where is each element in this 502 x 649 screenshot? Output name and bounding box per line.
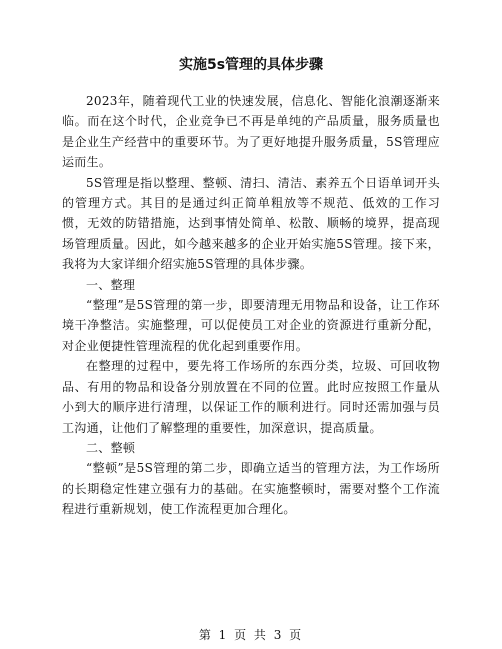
document-title: 实施5s管理的具体步骤 (178, 57, 324, 73)
paragraph-sort-2: 在整理的过程中，要先将工作场所的东西分类，垃圾、可回收物品、有用的物品和设备分别放置在不同的位置。此时应按照工作量从小到大的顺序进行清理，以保证工作的顺利进行。同时还需加强与员工沟通，让他们了解整理的重要性，加深意识，提高质量。 (62, 359, 440, 435)
section-heading-1: 一、整理 (86, 277, 136, 292)
paragraph-set-in-order: “整顿”是5S管理的第二步，即确立适当的管理方法，为工作场所的长期稳定性建立强有力的基础。在实施整顿时，需要对整个工作流程进行重新规划，使工作流程更加合理化。 (62, 461, 440, 517)
page-footer: 第 1 页 共 3 页 (198, 628, 304, 642)
paragraph-sort-1: “整理”是5S管理的第一步，即要清理无用物品和设备，让工作环境干净整洁。实施整理，可以促使员工对企业的资源进行重新分配，对企业便捷性管理流程的优化起到重要作用。 (62, 298, 440, 353)
section-heading-2: 二、整顿 (86, 440, 136, 455)
document-body (62, 91, 440, 520)
paragraph-intro: 2023年，随着现代工业的快速发展，信息化、智能化浪潮逐渐来临。而在这个时代，企业竞争已不再是单纯的产品质量，服务质量也是企业生产经营中的重要环节。为了更好地提升服务质量，5S管理应运而生。 (62, 94, 440, 170)
paragraph-definition: 5S管理是指以整理、整顿、清扫、清洁、素养五个日语单词开头的管理方式。其目的是通过纠正简单粗放等不规范、低效的工作习惯，无效的防错措施，达到事情处简单、松散、顺畅的境界，提高现场管理质量。因此，如今越来越多的企业开始实施5S管理。接下来，我将为大家详细介绍实施5S管理的具体步骤。 (62, 175, 440, 272)
